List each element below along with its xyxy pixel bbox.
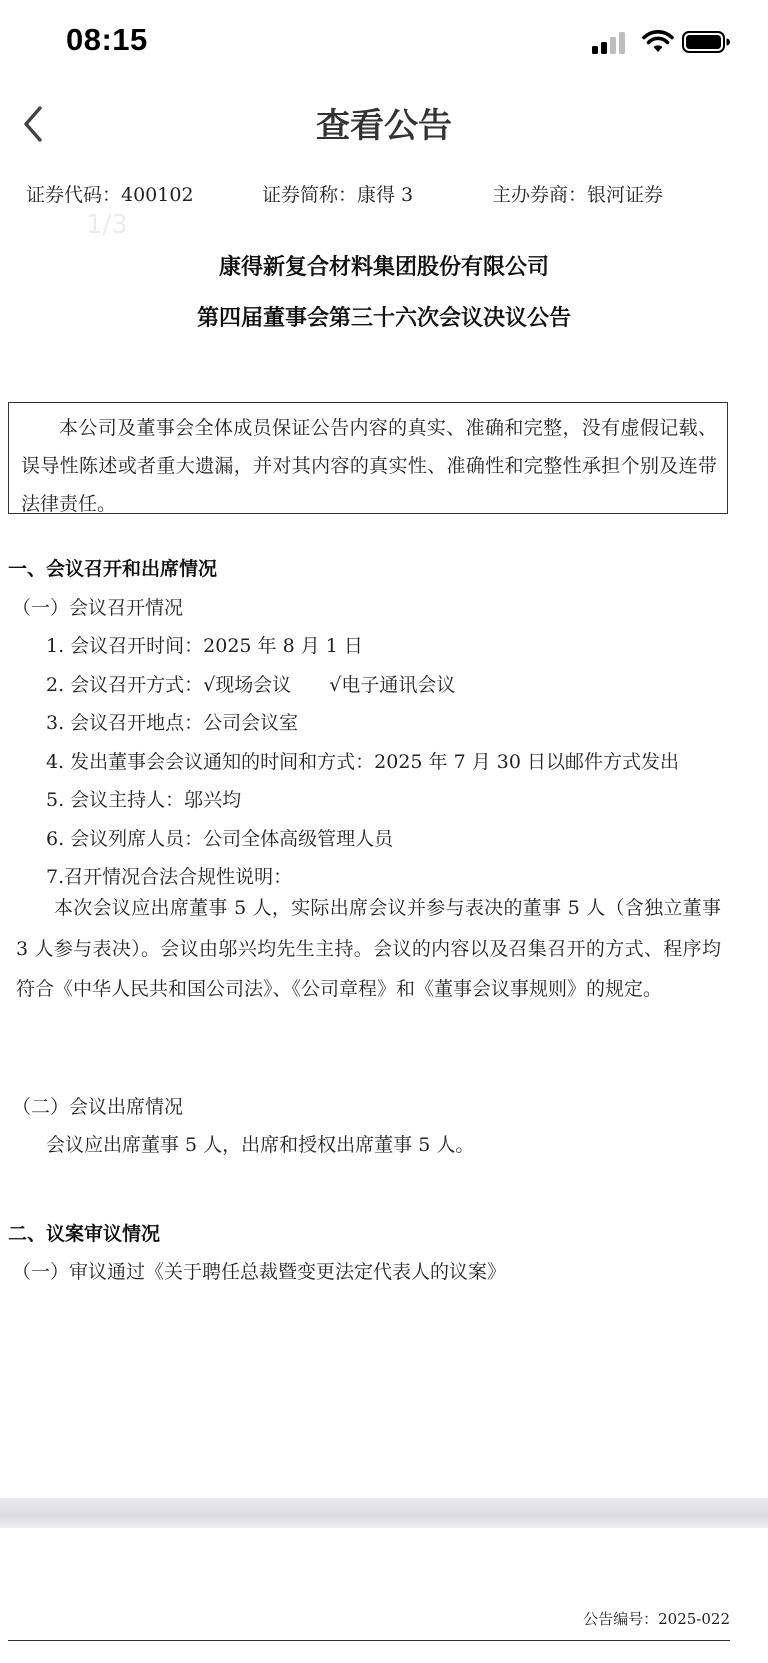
security-code: 证券代码：400102	[26, 184, 194, 206]
header-divider	[8, 1640, 730, 1641]
attendance-text: 会议应出席董事 5 人，出席和授权出席董事 5 人。	[46, 1134, 475, 1156]
subsection-heading: （一）会议召开情况	[12, 597, 184, 619]
announcement-number: 公告编号：2025-022	[583, 1610, 730, 1628]
legality-paragraph: 本次会议应出席董事 5 人，实际出席会议并参与表决的董事 5 人（含独立董事 3 人参与表决）。会议由邬兴均先生主持。会议的内容以及召集召开的方式、程序均符合《中华人民共和国公司法》、《公司章程》和《董事会议事规则》的规定。	[16, 897, 721, 1000]
subsection-heading: （二）会议出席情况	[12, 1096, 184, 1118]
section-heading-1: 一、会议召开和出席情况	[8, 558, 218, 580]
list-item: 1. 会议召开时间：2025 年 8 月 1 日	[46, 635, 363, 657]
list-item: 6. 会议列席人员：公司全体高级管理人员	[46, 828, 394, 850]
list-item: 4. 发出董事会会议通知的时间和方式：2025 年 7 月 30 日以邮件方式发出	[46, 751, 679, 773]
status-bar	[0, 0, 768, 80]
status-time: 08:15	[66, 22, 148, 57]
list-item: 5. 会议主持人：邬兴均	[46, 789, 242, 811]
announcement-document[interactable]	[0, 160, 768, 1500]
wifi-icon	[642, 30, 674, 54]
company-title: 康得新复合材料集团股份有限公司	[218, 255, 549, 280]
battery-icon	[682, 31, 730, 53]
page-indicator: 1/3	[86, 210, 128, 240]
document-page-2[interactable]	[0, 1528, 768, 1663]
page-title: 查看公告	[316, 106, 452, 146]
announcement-title: 第四届董事会第三十六次会议决议公告	[196, 306, 571, 331]
security-short-name: 证券简称：康得 3	[262, 184, 414, 206]
lead-broker: 主办券商：银河证券	[492, 184, 664, 206]
list-item: 2. 会议召开方式：√现场会议 √电子通讯会议	[46, 674, 456, 696]
list-item: 7.召开情况合法合规性说明：	[46, 866, 293, 888]
disclaimer-box: 本公司及董事会全体成员保证公告内容的真实、准确和完整，没有虚假记载、误导性陈述或者重大遗漏，并对其内容的真实性、准确性和完整性承担个别及连带法律责任。	[8, 402, 728, 514]
subsection-heading: （一）审议通过《关于聘任总裁暨变更法定代表人的议案》	[12, 1261, 507, 1283]
list-item: 3. 会议召开地点：公司会议室	[46, 712, 299, 734]
section-heading-2: 二、议案审议情况	[8, 1223, 161, 1245]
cellular-signal-icon	[592, 32, 630, 54]
nav-bar	[0, 86, 768, 160]
page-separator	[0, 1498, 768, 1528]
